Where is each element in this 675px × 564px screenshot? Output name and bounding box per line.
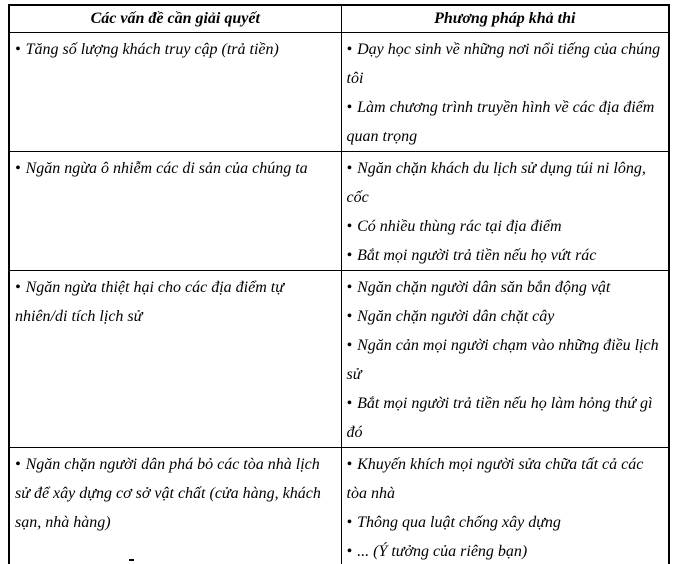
bullet-text: Bắt mọi người trả tiền nếu họ vứt rác: [357, 247, 597, 264]
bullet-marker: •: [346, 456, 353, 473]
bullet-item: [15, 154, 337, 183]
bullet-item: [347, 537, 665, 564]
bullet-text: Ngăn ngừa thiệt hại cho các địa điểm tự nhiên/di tích lịch sử: [15, 279, 284, 325]
bullet-item: [347, 302, 665, 331]
bullet-text: ... (Ý tưởng của riêng bạn): [357, 543, 528, 560]
bullet-marker: •: [346, 395, 353, 412]
methods-cell: [341, 33, 669, 152]
header-methods: Phương pháp khả thi: [341, 5, 669, 33]
bullet-item: [347, 241, 665, 270]
table-row: [9, 448, 669, 564]
methods-cell: [341, 152, 669, 271]
bullet-text: Ngăn chặn khách du lịch sử dụng túi ni lông, cốc: [346, 160, 646, 206]
bullet-text: Ngăn chặn người dân phá bỏ các tòa nhà lịch sử để xây dựng cơ sở vật chất (cửa hàng, khách sạn, nhà hàng): [15, 456, 321, 531]
bullet-marker: •: [346, 160, 353, 177]
bullet-item: [347, 93, 665, 151]
bullet-marker: •: [346, 308, 353, 325]
bullet-text: Làm chương trình truyền hình về các địa điểm quan trọng: [346, 99, 655, 145]
problems-methods-table: [8, 4, 670, 564]
bullet-marker: •: [346, 41, 353, 58]
bullet-text: Thông qua luật chống xây dựng: [357, 514, 561, 531]
bullet-text: Bắt mọi người trả tiền nếu họ làm hỏng thứ gì đó: [346, 395, 653, 441]
header-problems: Các vấn đề cần giải quyết: [9, 5, 341, 33]
bullet-marker: •: [346, 337, 353, 354]
bullet-marker: •: [15, 456, 21, 473]
bullet-marker: •: [15, 41, 21, 58]
bullet-item: [347, 273, 665, 302]
table-row: [9, 152, 669, 271]
problems-cell: [9, 33, 341, 152]
bullet-item: [347, 35, 665, 93]
bullet-text: Khuyến khích mọi người sửa chữa tất cả các tòa nhà: [346, 456, 644, 502]
bullet-item: [347, 154, 665, 212]
bullet-marker: •: [346, 514, 353, 531]
table-body: [9, 33, 669, 564]
bullet-item: [347, 331, 665, 389]
problems-cell: [9, 448, 341, 564]
bullet-item: [347, 450, 665, 508]
bullet-item: [347, 212, 665, 241]
bullet-item: [347, 508, 665, 537]
methods-cell: [341, 271, 669, 448]
bullet-marker: •: [346, 543, 353, 560]
bullet-text: Dạy học sinh về những nơi nổi tiếng của chúng tôi: [346, 41, 661, 87]
bullet-text: Ngăn ngừa ô nhiễm các di sản của chúng ta: [25, 160, 308, 177]
table-row: [9, 33, 669, 152]
bullet-text: Có nhiều thùng rác tại địa điểm: [357, 218, 562, 235]
bullet-marker: •: [15, 279, 21, 296]
problems-cell: [9, 271, 341, 448]
bullet-marker: •: [346, 279, 353, 296]
table-row: [9, 271, 669, 448]
bullet-marker: •: [346, 218, 353, 235]
bullet-text: Tăng số lượng khách truy cập (trả tiền): [25, 41, 279, 58]
bullet-item: [15, 273, 337, 331]
bullet-marker: •: [346, 247, 353, 264]
bullet-item: [347, 389, 665, 447]
bullet-text: Ngăn cản mọi người chạm vào những điều lịch sử: [346, 337, 659, 383]
cutoff-text-fragment: [129, 559, 134, 561]
methods-cell: [341, 448, 669, 564]
bullet-marker: •: [346, 99, 353, 116]
bullet-text: Ngăn chặn người dân chặt cây: [357, 308, 555, 325]
bullet-item: [15, 450, 337, 537]
bullet-item: [15, 35, 337, 64]
table-header-row: [9, 5, 669, 33]
bullet-text: Ngăn chặn người dân săn bắn động vật: [357, 279, 611, 296]
problems-cell: [9, 152, 341, 271]
bullet-marker: •: [15, 160, 21, 177]
